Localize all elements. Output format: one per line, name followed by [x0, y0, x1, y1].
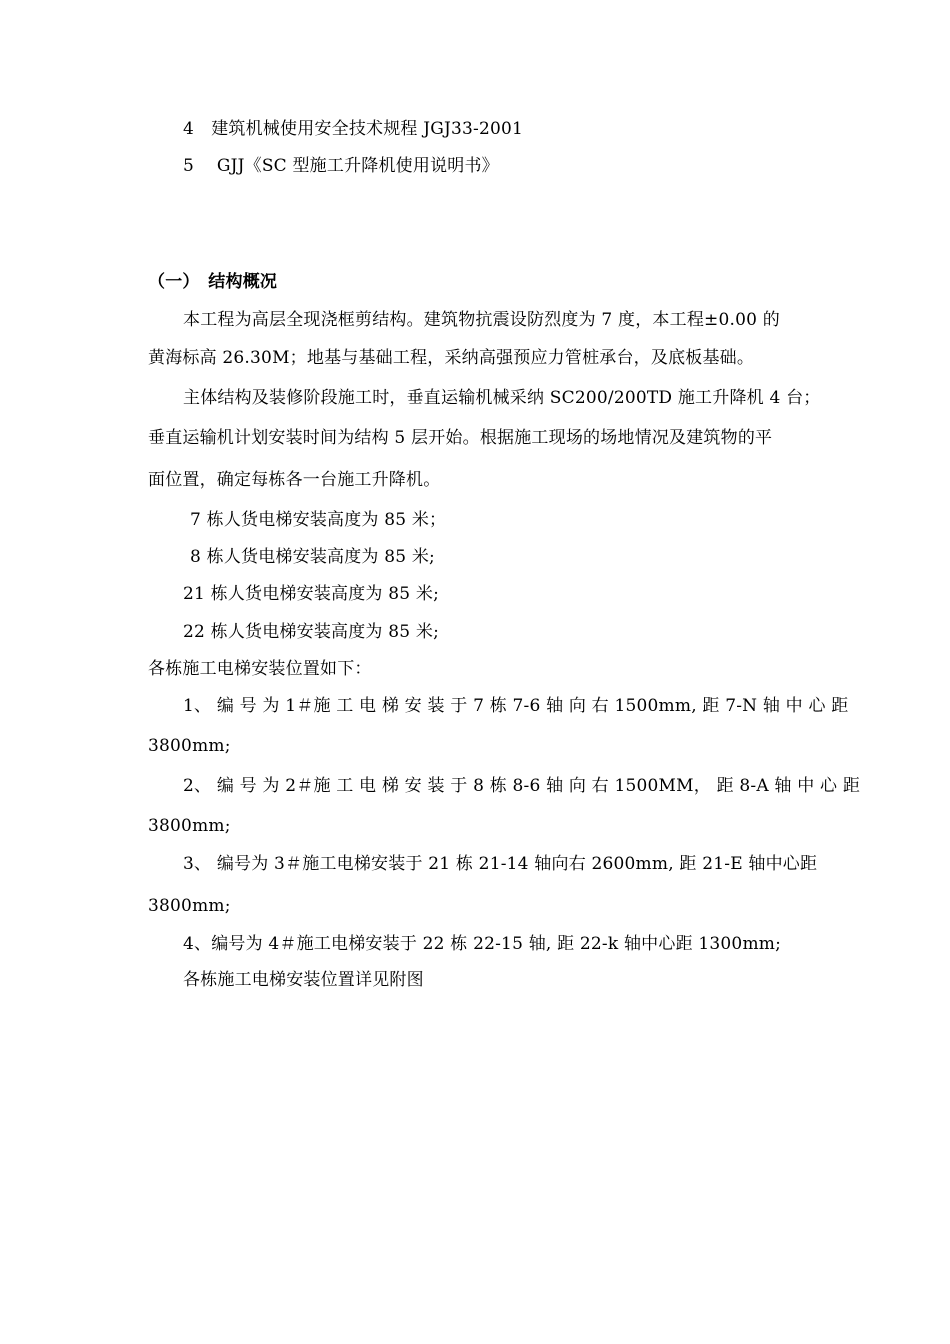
positions-intro: 各栋施工电梯安装位置如下：	[148, 659, 372, 679]
height-item: 21 栋人货电梯安装高度为 85 米;	[183, 584, 440, 604]
position-item: 1、 编 号 为 1＃施 工 电 梯 安 装 于 7 栋 7-6 轴 向 右 1500mm, 距 7-N 轴 中 心 距	[183, 696, 849, 716]
position-item-continued: 3800mm;	[148, 816, 231, 836]
position-item: 3、 编号为 3＃施工电梯安装于 21 栋 21-14 轴向右 2600mm, 距 21-E 轴中心距	[183, 854, 818, 874]
position-item-continued: 3800mm;	[148, 736, 231, 756]
position-item-continued: 3800mm;	[148, 896, 231, 916]
reference-item-4: 4 建筑机械使用安全技术规程 JGJ33-2001	[183, 119, 524, 139]
paragraph-line: 主体结构及装修阶段施工时，垂直运输机械采纳 SC200/200TD 施工升降机 4 台；	[183, 388, 821, 408]
paragraph-line: 本工程为高层全现浇框剪结构。建筑物抗震设防烈度为 7 度，本工程±0.00 的	[183, 310, 780, 330]
reference-item-5: 5 GJJ《SC 型施工升降机使用说明书》	[183, 156, 499, 176]
position-item: 4、编号为 4＃施工电梯安装于 22 栋 22-15 轴, 距 22-k 轴中心距 1300mm;	[183, 934, 782, 954]
height-item: 7 栋人货电梯安装高度为 85 米；	[190, 510, 447, 530]
closing-note: 各栋施工电梯安装位置详见附图	[183, 970, 424, 990]
height-item: 8 栋人货电梯安装高度为 85 米;	[190, 547, 435, 567]
paragraph-line: 垂直运输机计划安装时间为结构 5 层开始。根据施工现场的场地情况及建筑物的平	[148, 428, 773, 448]
paragraph-line: 黄海标高 26.30M；地基与基础工程，采纳高强预应力管桩承台，及底板基础。	[148, 348, 755, 368]
paragraph-line: 面位置，确定每栋各一台施工升降机。	[148, 470, 441, 490]
position-item: 2、 编 号 为 2＃施 工 电 梯 安 装 于 8 栋 8-6 轴 向 右 1500MM， 距 8-A 轴 中 心 距	[183, 776, 861, 796]
section-heading: （一） 结构概况	[148, 272, 278, 292]
height-item: 22 栋人货电梯安装高度为 85 米;	[183, 622, 440, 642]
